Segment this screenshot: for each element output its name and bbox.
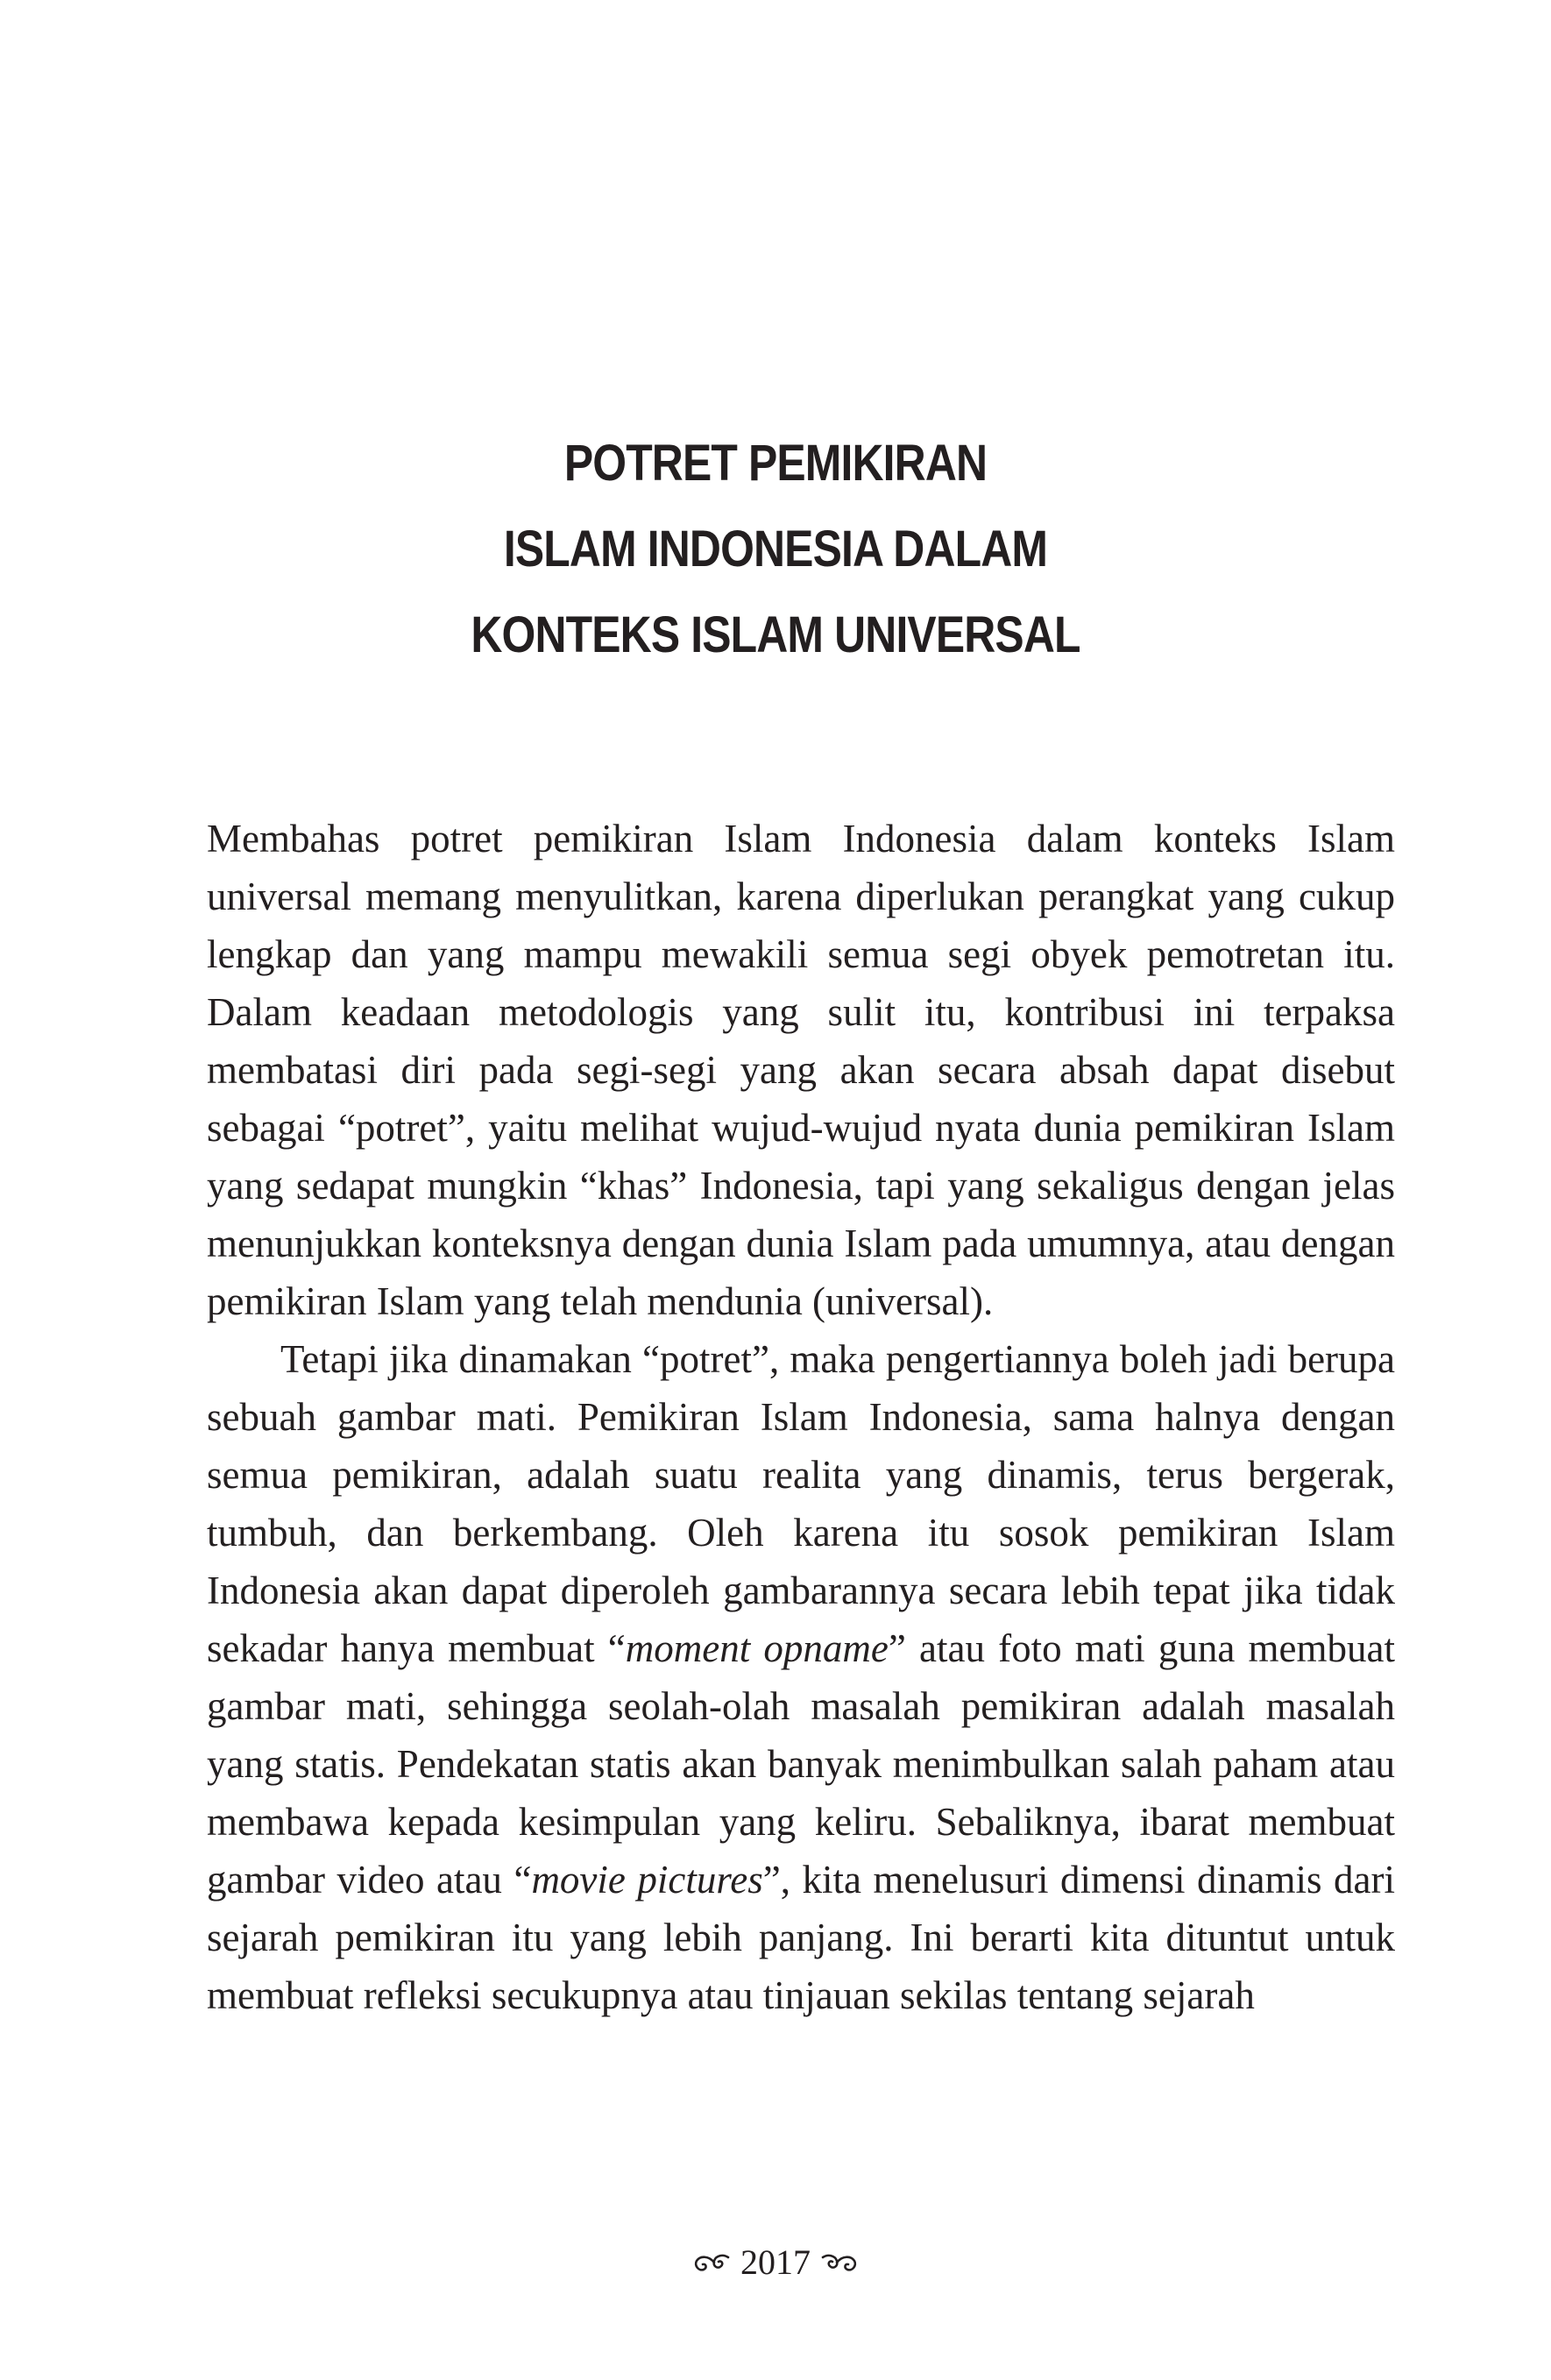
chapter-title-line-2: ISLAM INDONESIA DALAM	[503, 521, 1048, 577]
body-text	[207, 810, 1395, 2024]
ornament-right-svg	[819, 2252, 858, 2275]
paragraph-1: Membahas potret pemikiran Islam Indonesia dalam konteks Islam universal memang menyulitkan, karena diperlukan perangkat yang cukup lengkap dan yang mampu mewakili semua segi obyek pemotretan itu. Dalam keadaan metodologis yang sulit itu, kontribusi ini terpaksa membatasi diri pada segi-segi yang akan secara absah dapat disebut sebagai “potret”, yaitu melihat wujud-wujud nyata dunia pemikiran Islam yang sedapat mungkin “khas” Indonesia, tapi yang sekaligus dengan jelas menunjukkan konteksnya dengan dunia Islam pada umumnya, atau dengan pemikiran Islam yang telah mendunia (universal).	[207, 817, 1395, 1323]
chapter-title-line-1: POTRET PEMIKIRAN	[563, 435, 988, 492]
paragraph-2-part-1: Tetapi jika dinamakan “potret”, maka pengertiannya boleh jadi berupa sebuah gambar mati. Pemikiran Islam Indonesia, sama halnya dengan semua pemikiran, adalah suatu realita yang dinamis, terus bergerak, tumbuh, dan berkembang. Oleh karena itu sosok pemikiran Islam Indonesia akan dapat diperoleh gambarannya secara lebih tepat jika tidak sekadar hanya membuat “	[207, 1337, 1395, 1670]
italic-term-moment-opname: moment opname	[625, 1626, 889, 1670]
paragraph-2-part-3: ”, kita menelusuri dimensi dinamis dari sejarah pemikiran itu yang lebih panjang. Ini berarti kita dituntut untuk membuat refleksi secukupnya atau tinjauan sekilas tentang sejarah	[207, 1858, 1395, 2017]
paragraph-2	[207, 1330, 1395, 2024]
ornament-right-icon	[819, 2242, 858, 2291]
page-footer	[0, 2238, 1551, 2291]
ornament-left-icon	[693, 2242, 732, 2291]
ornament-left-svg	[693, 2252, 732, 2275]
paragraph-2-part-2: ” atau foto mati guna membuat gambar mati, sehingga seolah-olah masalah pemikiran adalah masalah yang statis. Pendekatan statis akan banyak menimbulkan salah paham atau membawa kepada kesimpulan yang keliru. Sebaliknya, ibarat membuat gambar video atau “	[207, 1626, 1395, 1902]
italic-term-movie-pictures: movie pictures	[531, 1858, 763, 1902]
page-number: 2017	[740, 2242, 811, 2282]
chapter-title	[109, 421, 1442, 678]
chapter-title-line-3: KONTEKS ISLAM UNIVERSAL	[471, 606, 1080, 663]
